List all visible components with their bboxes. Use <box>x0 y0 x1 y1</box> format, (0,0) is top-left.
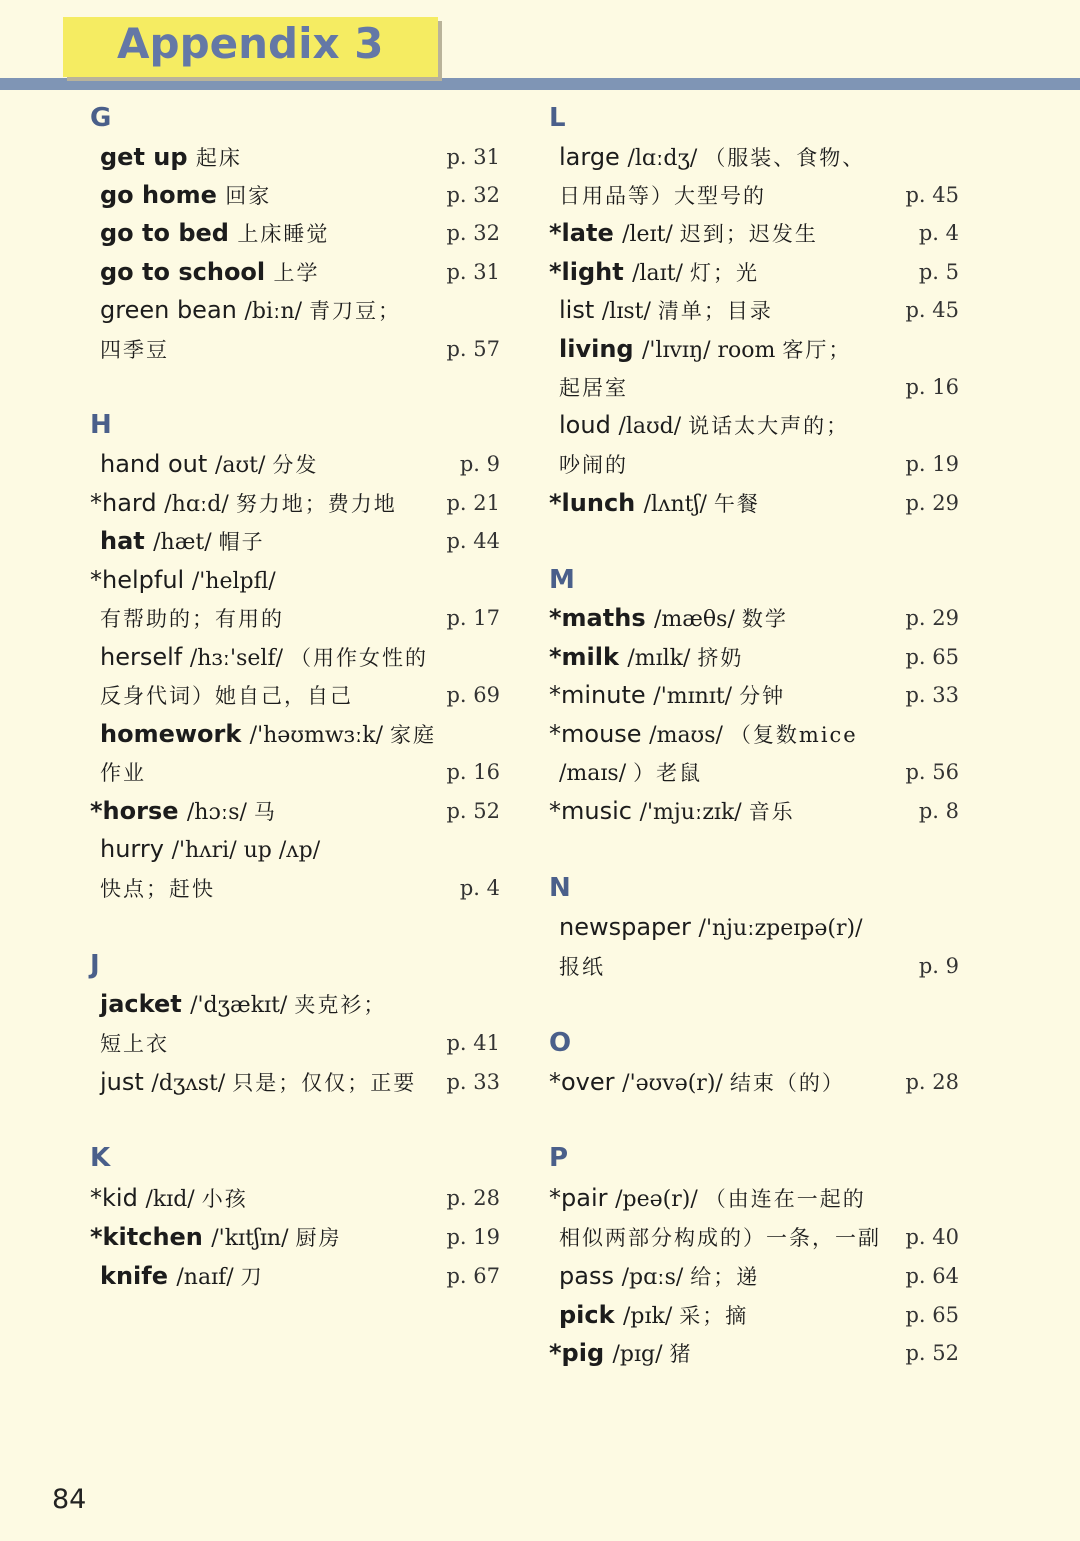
entry-line <box>90 214 500 252</box>
entry-meaning: 只是；仅仅；正要 <box>232 1071 417 1095</box>
entry-text <box>549 214 818 254</box>
entry-meaning: 分发 <box>272 453 319 477</box>
entry-page: p. 44 <box>446 529 500 553</box>
entry-page: p. 19 <box>446 1225 500 1249</box>
entry-line <box>90 561 500 599</box>
entry-word: go home <box>100 181 226 209</box>
entry-page: p. 4 <box>918 221 959 245</box>
entry-word: *music <box>549 797 640 825</box>
entry-line <box>549 792 959 830</box>
entry-meaning: 有帮助的；有用的 <box>100 607 284 631</box>
entry-phonetic: /hæt/ <box>153 530 219 555</box>
entry-meaning: 起居室 <box>559 376 628 400</box>
entry-page: p. 57 <box>446 337 500 361</box>
entry-meaning: 猪 <box>669 1342 693 1366</box>
entry-line <box>549 1334 959 1372</box>
entry-meaning: 回家 <box>225 184 272 208</box>
entry-meaning: ）老鼠 <box>633 761 703 785</box>
entry-phonetic: /maɪs/ <box>559 761 634 786</box>
section-letter: P <box>549 1143 569 1173</box>
section-letter: N <box>549 873 571 903</box>
entry-line <box>549 484 959 522</box>
entry-text <box>559 406 849 446</box>
entry-page: p. 33 <box>446 1070 500 1094</box>
entry-word: *helpful <box>90 566 192 594</box>
entry-phonetic: /'mɪnɪt/ <box>653 684 740 709</box>
entry-word: *mouse <box>549 720 650 748</box>
entry-text <box>549 715 858 755</box>
entry-word: *pig <box>549 1339 613 1367</box>
entry-text <box>100 1063 416 1103</box>
entry-line <box>549 1063 959 1101</box>
entry-page: p. 16 <box>446 760 500 784</box>
entry-phonetic: /naɪf/ <box>176 1265 241 1290</box>
entry-meaning: 清单；目录 <box>657 299 773 323</box>
section-letter: K <box>90 1143 111 1173</box>
entry-line <box>90 676 500 714</box>
entry-word: living <box>559 335 642 363</box>
entry-word: pass <box>559 1262 622 1290</box>
entry-line <box>549 599 959 637</box>
entry-text <box>549 1063 845 1103</box>
entry-line <box>90 1218 500 1256</box>
entry-page: p. 31 <box>446 145 500 169</box>
entry-text <box>559 291 773 331</box>
entry-page: p. 45 <box>905 183 959 207</box>
entry-text <box>100 330 169 369</box>
entry-phonetic: /pɪg/ <box>612 1342 670 1367</box>
entry-text <box>549 638 743 678</box>
entry-text <box>100 753 146 792</box>
entry-page: p. 21 <box>446 491 500 515</box>
entry-line <box>90 599 500 637</box>
entry-phonetic: /'həʊmwɜːk/ <box>249 723 390 748</box>
entry-line <box>90 138 500 176</box>
entry-phonetic: /'helpfl/ <box>191 569 276 594</box>
entry-line <box>90 753 500 791</box>
section-letter: H <box>90 410 112 440</box>
entry-line <box>549 1218 959 1256</box>
entry-phonetic: /leɪt/ <box>622 222 680 247</box>
entry-word: list <box>559 296 602 324</box>
entry-text <box>559 908 863 948</box>
entry-line <box>549 176 959 214</box>
entry-phonetic: /'əʊvə(r)/ <box>622 1071 730 1096</box>
entry-text <box>100 176 271 215</box>
entry-text <box>559 1218 881 1257</box>
entry-page: p. 65 <box>905 1303 959 1327</box>
entry-phonetic: /'njuːzpeɪpə(r)/ <box>698 916 863 941</box>
entry-line <box>90 484 500 522</box>
entry-text <box>100 445 318 485</box>
entry-page: p. 41 <box>446 1031 500 1055</box>
entry-text <box>559 368 628 407</box>
entry-word: jacket <box>100 990 191 1018</box>
entry-line <box>549 214 959 252</box>
entry-phonetic: /mæθs/ <box>653 607 742 632</box>
entry-line <box>549 138 959 176</box>
entry-text <box>90 1179 248 1219</box>
entry-line <box>549 715 959 753</box>
entry-phonetic: /hɜː'self/ <box>189 646 290 671</box>
page-title: Appendix 3 <box>117 19 384 68</box>
entry-text <box>549 1179 866 1219</box>
entry-text <box>559 176 766 215</box>
entry-phonetic: /'kɪtʃɪn/ <box>211 1226 296 1251</box>
entry-text <box>100 1257 264 1297</box>
entry-text <box>90 792 277 832</box>
entry-word: green bean <box>100 296 245 324</box>
entry-text <box>549 676 785 716</box>
entry-meaning: （用作女性的 <box>290 646 428 670</box>
entry-phonetic: /laʊd/ <box>618 414 689 439</box>
entry-page: p. 32 <box>446 183 500 207</box>
entry-page: p. 52 <box>446 799 500 823</box>
entry-line <box>549 638 959 676</box>
entry-line <box>549 368 959 406</box>
entry-line <box>90 1179 500 1217</box>
entry-line <box>90 1063 500 1101</box>
entry-meaning: 挤奶 <box>697 646 744 670</box>
entry-text <box>100 676 353 715</box>
entry-text <box>100 638 428 678</box>
page-number: 84 <box>52 1484 87 1515</box>
entry-meaning: 厨房 <box>295 1226 342 1250</box>
entry-line <box>90 291 500 329</box>
entry-phonetic: /'mjuːzɪk/ <box>639 800 749 825</box>
entry-word: homework <box>100 720 250 748</box>
entry-text <box>549 1334 693 1374</box>
entry-phonetic: /maʊs/ <box>649 723 730 748</box>
entry-page: p. 52 <box>905 1341 959 1365</box>
entry-line <box>549 330 959 368</box>
section-letter: M <box>549 565 575 595</box>
entry-meaning: 给；递 <box>690 1265 760 1289</box>
entry-meaning: 起床 <box>195 146 242 170</box>
entry-phonetic: /lʌntʃ/ <box>643 492 714 517</box>
entry-meaning: 反身代词）她自己，自己 <box>100 684 353 708</box>
entry-line <box>90 869 500 907</box>
entry-line <box>549 908 959 946</box>
entry-page: p. 32 <box>446 221 500 245</box>
entry-text <box>559 1257 759 1297</box>
entry-page: p. 29 <box>905 606 959 630</box>
entry-text <box>100 869 215 908</box>
entry-phonetic: /laɪt/ <box>632 261 690 286</box>
entry-line <box>90 522 500 560</box>
entry-text <box>90 561 276 601</box>
entry-text <box>549 484 760 524</box>
entry-page: p. 40 <box>905 1225 959 1249</box>
entry-line <box>549 753 959 791</box>
entry-meaning: 吵闹的 <box>559 453 628 477</box>
entry-text <box>100 985 386 1025</box>
entry-word: *over <box>549 1068 623 1096</box>
section-letter: J <box>90 950 100 980</box>
entry-phonetic: /hɑːd/ <box>164 492 236 517</box>
entry-page: p. 28 <box>905 1070 959 1094</box>
entry-text <box>559 753 702 793</box>
entry-word: *minute <box>549 681 654 709</box>
entry-phonetic: /hɔːs/ <box>186 800 254 825</box>
entry-meaning: 努力地；费力地 <box>235 492 397 516</box>
entry-page: p. 4 <box>459 876 500 900</box>
entry-word: *horse <box>90 797 187 825</box>
entry-meaning: 上床睡觉 <box>237 222 330 246</box>
entry-line <box>90 176 500 214</box>
entry-page: p. 17 <box>446 606 500 630</box>
entry-phonetic: /'hʌri/ up /ʌp/ <box>171 838 321 863</box>
entry-phonetic: /dʒʌst/ <box>151 1071 233 1096</box>
entry-phonetic: /lɑːdʒ/ <box>627 146 705 171</box>
entry-phonetic: /pɪk/ <box>622 1304 680 1329</box>
entry-page: p. 69 <box>446 683 500 707</box>
title-box <box>63 17 438 77</box>
entry-page: p. 9 <box>459 452 500 476</box>
entry-word: *kitchen <box>90 1223 212 1251</box>
entry-phonetic: /'dʒækɪt/ <box>190 993 295 1018</box>
entry-word: hurry <box>100 835 172 863</box>
entry-text <box>100 599 284 638</box>
entry-meaning: 结束（的） <box>729 1071 845 1095</box>
entry-word: large <box>559 143 628 171</box>
entry-line <box>90 830 500 868</box>
entry-word: *light <box>549 258 633 286</box>
entry-page: p. 65 <box>905 645 959 669</box>
entry-meaning: 音乐 <box>748 800 795 824</box>
entry-text <box>100 715 436 755</box>
section-letter: L <box>549 103 566 133</box>
entry-meaning: 夹克衫； <box>294 993 387 1017</box>
entry-meaning: 报纸 <box>559 955 605 979</box>
header-band <box>0 78 1080 90</box>
entry-line <box>549 445 959 483</box>
entry-line <box>549 253 959 291</box>
entry-page: p. 9 <box>918 954 959 978</box>
entry-line <box>549 947 959 985</box>
entry-word: pick <box>559 1301 623 1329</box>
entry-phonetic: /lɪst/ <box>601 299 658 324</box>
entry-word: loud <box>559 411 619 439</box>
entry-line <box>549 406 959 444</box>
entry-word: hat <box>100 527 154 555</box>
entry-line <box>549 676 959 714</box>
entry-phonetic: /peə(r)/ <box>615 1187 705 1212</box>
entry-meaning: 短上衣 <box>100 1032 169 1056</box>
entry-text <box>559 947 605 986</box>
entry-word: knife <box>100 1262 177 1290</box>
entry-page: p. 29 <box>905 491 959 515</box>
entry-meaning: 作业 <box>100 761 146 785</box>
entry-word: *hard <box>90 489 165 517</box>
entry-text <box>100 291 401 331</box>
entry-meaning: 迟到；迟发生 <box>679 222 818 246</box>
entry-text <box>90 484 397 524</box>
entry-page: p. 64 <box>905 1264 959 1288</box>
entry-word: herself <box>100 643 190 671</box>
entry-page: p. 67 <box>446 1264 500 1288</box>
entry-line <box>90 792 500 830</box>
entry-phonetic: /mɪlk/ <box>627 646 698 671</box>
entry-meaning: 数学 <box>741 607 788 631</box>
entry-text <box>549 792 795 832</box>
entry-line <box>90 1257 500 1295</box>
entry-word: hand out <box>100 450 215 478</box>
entry-page: p. 16 <box>905 375 959 399</box>
entry-phonetic: /biːn/ <box>244 299 310 324</box>
entry-line <box>90 715 500 753</box>
entry-word: just <box>100 1068 152 1096</box>
entry-text <box>549 599 788 639</box>
entry-word: newspaper <box>559 913 699 941</box>
entry-word: go to bed <box>100 219 238 247</box>
entry-text <box>559 330 851 370</box>
entry-line <box>90 1024 500 1062</box>
entry-line <box>549 291 959 329</box>
entry-page: p. 56 <box>905 760 959 784</box>
entry-word: *lunch <box>549 489 644 517</box>
section-letter: O <box>549 1028 572 1058</box>
entry-meaning: 分钟 <box>739 684 786 708</box>
entry-word: *milk <box>549 643 628 671</box>
entry-line <box>90 330 500 368</box>
entry-meaning: 日用品等）大型号的 <box>559 184 766 208</box>
entry-line <box>90 638 500 676</box>
entry-meaning: 家庭 <box>390 723 436 747</box>
entry-word: *late <box>549 219 623 247</box>
entry-meaning: 马 <box>253 800 277 824</box>
entry-phonetic: /pɑːs/ <box>621 1265 691 1290</box>
entry-text <box>559 445 628 484</box>
entry-text <box>100 253 320 292</box>
entry-page: p. 8 <box>918 799 959 823</box>
entry-page: p. 33 <box>905 683 959 707</box>
entry-word: *maths <box>549 604 654 632</box>
entry-meaning: 四季豆 <box>100 338 169 362</box>
entry-meaning: 说话太大声的； <box>688 414 850 438</box>
entry-text <box>90 1218 342 1258</box>
entry-text <box>100 214 329 253</box>
entry-page: p. 31 <box>446 260 500 284</box>
entry-line <box>90 445 500 483</box>
entry-page: p. 28 <box>446 1186 500 1210</box>
entry-meaning: 午餐 <box>713 492 760 516</box>
entry-meaning: （复数mice <box>729 723 858 747</box>
entry-word: get up <box>100 143 196 171</box>
entry-meaning: 小孩 <box>201 1187 248 1211</box>
entry-meaning: （服装、食物、 <box>704 146 866 170</box>
entry-text <box>100 138 242 177</box>
entry-meaning: 快点；赶快 <box>100 877 215 901</box>
entry-line <box>549 1257 959 1295</box>
entry-line <box>90 253 500 291</box>
entry-phonetic: /kɪd/ <box>145 1187 202 1212</box>
entry-meaning: 客厅； <box>782 338 852 362</box>
entry-word: *pair <box>549 1184 616 1212</box>
section-letter: G <box>90 103 112 133</box>
entry-text <box>549 253 759 293</box>
entry-meaning: （由连在一起的 <box>704 1187 866 1211</box>
entry-line <box>549 1179 959 1217</box>
entry-page: p. 19 <box>905 452 959 476</box>
entry-text <box>559 1296 748 1336</box>
entry-meaning: 灯；光 <box>689 261 759 285</box>
entry-meaning: 帽子 <box>218 530 265 554</box>
entry-phonetic: /aʊt/ <box>214 453 273 478</box>
entry-meaning: 采；摘 <box>679 1304 749 1328</box>
entry-text <box>559 138 865 178</box>
entry-meaning: 刀 <box>240 1265 264 1289</box>
entry-text <box>100 1024 169 1063</box>
entry-word: *kid <box>90 1184 146 1212</box>
entry-text <box>100 830 320 870</box>
entry-line <box>549 1296 959 1334</box>
entry-page: p. 45 <box>905 298 959 322</box>
entry-page: p. 5 <box>918 260 959 284</box>
entry-line <box>90 985 500 1023</box>
entry-text <box>100 522 265 562</box>
entry-meaning: 青刀豆； <box>309 299 402 323</box>
entry-word: go to school <box>100 258 274 286</box>
entry-meaning: 相似两部分构成的）一条，一副 <box>559 1226 881 1250</box>
entry-meaning: 上学 <box>273 261 320 285</box>
entry-phonetic: /'lɪvɪŋ/ room <box>641 338 783 363</box>
